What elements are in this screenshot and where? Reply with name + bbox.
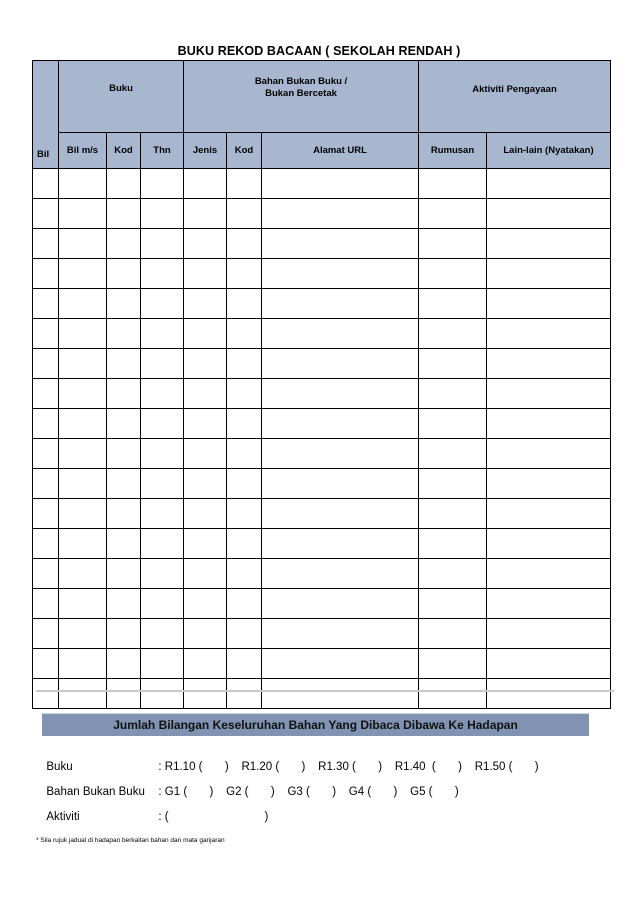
table-cell[interactable] [59,289,107,319]
table-cell[interactable] [419,529,487,559]
table-cell[interactable] [59,259,107,289]
table-cell[interactable] [107,679,141,709]
table-cell[interactable] [59,679,107,709]
page-title: BUKU REKOD BACAAN ( SEKOLAH RENDAH ) [177,44,461,58]
table-cell[interactable] [59,379,107,409]
subheader-cell: Alamat URL [262,133,419,169]
table-cell[interactable] [487,589,611,619]
table-cell[interactable] [227,589,262,619]
table-cell[interactable] [184,679,227,709]
footnote: * Sila rujuk jadual di hadapan berkaitan bahan dan mata ganjaran [36,837,225,844]
table-cell[interactable] [107,229,141,259]
table-cell[interactable] [487,349,611,379]
table-cell[interactable] [59,319,107,349]
table-cell[interactable] [141,649,184,679]
summary-aktiviti-line [40,799,268,823]
subheader-cell: Jenis [184,133,227,169]
table-cell[interactable] [227,409,262,439]
table-cell[interactable] [227,349,262,379]
table-cell[interactable] [227,199,262,229]
summary-banner: Jumlah Bilangan Keseluruhan Bahan Yang Dibaca Dibawa Ke Hadapan [42,713,589,736]
subheader-cell: Lain-lain (Nyatakan) [487,133,611,169]
table-cell[interactable] [419,619,487,649]
table-row [33,289,611,319]
table-cell[interactable] [59,349,107,379]
table-cell[interactable] [262,289,419,319]
table-cell[interactable] [262,619,419,649]
table-cell[interactable] [227,379,262,409]
table-cell[interactable] [184,199,227,229]
table-cell[interactable] [184,229,227,259]
table-cell[interactable] [33,229,59,259]
table-row [33,469,611,499]
table-cell[interactable] [227,679,262,709]
table-cell[interactable] [184,409,227,439]
table-cell[interactable] [141,469,184,499]
table-cell[interactable] [262,319,419,349]
subheader-cell: Bil m/s [59,133,107,169]
table-cell[interactable] [33,649,59,679]
table-cell[interactable] [262,499,419,529]
table-cell[interactable] [107,499,141,529]
table-cell[interactable] [107,439,141,469]
table-cell[interactable] [59,229,107,259]
table-cell[interactable] [487,199,611,229]
header-aktiviti-pengayaan: Aktiviti Pengayaan [419,61,611,133]
table-cell[interactable] [33,289,59,319]
summary-aktiviti-label: Aktiviti [46,811,80,823]
table-cell[interactable] [262,649,419,679]
table-cell[interactable] [487,229,611,259]
table-cell[interactable] [227,289,262,319]
table-cell[interactable] [487,559,611,589]
table-cell[interactable] [262,259,419,289]
table-cell[interactable] [419,379,487,409]
summary-bahan-label: Bahan Bukan Buku [46,786,145,798]
table-cell[interactable] [262,469,419,499]
table-cell[interactable] [419,289,487,319]
table-cell[interactable] [33,319,59,349]
table-cell[interactable] [419,589,487,619]
table-cell[interactable] [262,199,419,229]
table-cell[interactable] [487,469,611,499]
table-cell[interactable] [59,439,107,469]
table-cell[interactable] [33,469,59,499]
table-cell[interactable] [141,289,184,319]
summary-aktiviti-values: : ( ) [158,811,269,823]
table-row [33,679,611,709]
table-cell[interactable] [419,649,487,679]
table-cell[interactable] [107,289,141,319]
table-cell[interactable] [33,409,59,439]
header-bil: Bil [33,61,59,169]
table-cell[interactable] [487,679,611,709]
table-cell[interactable] [227,469,262,499]
reading-record-table [32,60,611,709]
subheader-cell: Rumusan [419,133,487,169]
table-cell[interactable] [184,259,227,289]
table-cell[interactable] [487,619,611,649]
table-cell[interactable] [184,289,227,319]
table-row [33,349,611,379]
table-cell[interactable] [33,589,59,619]
table-cell[interactable] [141,169,184,199]
table-cell[interactable] [59,199,107,229]
table-cell[interactable] [141,529,184,559]
table-cell[interactable] [487,529,611,559]
subheader-cell: Kod [227,133,262,169]
table-cell[interactable] [262,529,419,559]
table-cell[interactable] [141,679,184,709]
table-cell[interactable] [227,649,262,679]
table-cell[interactable] [227,559,262,589]
table-cell[interactable] [227,319,262,349]
table-cell[interactable] [487,439,611,469]
table-cell[interactable] [184,469,227,499]
table-cell[interactable] [487,409,611,439]
table-cell[interactable] [419,469,487,499]
table-cell[interactable] [262,439,419,469]
table-cell[interactable] [227,529,262,559]
table-cell[interactable] [33,169,59,199]
header-bahan-bukan-buku: Bahan Bukan Buku / Bukan Bercetak [184,61,419,133]
table-row [33,409,611,439]
table-row [33,499,611,529]
table-cell[interactable] [107,319,141,349]
table-cell[interactable] [262,169,419,199]
table-cell[interactable] [107,409,141,439]
table-cell[interactable] [227,619,262,649]
table-row [33,589,611,619]
table-cell[interactable] [107,199,141,229]
subheader-cell: Kod [107,133,141,169]
table-cell[interactable] [59,619,107,649]
table-cell[interactable] [141,589,184,619]
table-cell[interactable] [184,529,227,559]
table-cell[interactable] [262,409,419,439]
table-cell[interactable] [107,559,141,589]
table-cell[interactable] [262,349,419,379]
table-cell[interactable] [419,199,487,229]
table-cell[interactable] [141,259,184,289]
table-cell[interactable] [227,439,262,469]
table-row [33,379,611,409]
table-cell[interactable] [59,469,107,499]
table-row [33,319,611,349]
table-cell[interactable] [487,289,611,319]
table-cell[interactable] [33,349,59,379]
table-cell[interactable] [419,559,487,589]
table-cell[interactable] [141,439,184,469]
header-buku: Buku [59,61,184,133]
table-cell[interactable] [227,499,262,529]
summary-buku-line [40,749,539,773]
table-cell[interactable] [419,229,487,259]
table-cell[interactable] [59,589,107,619]
table-cell[interactable] [141,229,184,259]
table-row [33,259,611,289]
table-cell[interactable] [141,559,184,589]
table-cell[interactable] [33,619,59,649]
table-cell[interactable] [107,259,141,289]
table-cell[interactable] [184,379,227,409]
table-cell[interactable] [141,349,184,379]
table-cell[interactable] [419,679,487,709]
table-cell[interactable] [487,649,611,679]
table-cell[interactable] [59,169,107,199]
table-cell[interactable] [227,259,262,289]
subheader-cell: Thn [141,133,184,169]
table-cell[interactable] [487,379,611,409]
summary-buku-values: : R1.10 ( ) R1.20 ( ) R1.30 ( ) R1.40 ( ) R1.50 ( ) [158,761,539,773]
table-cell[interactable] [262,679,419,709]
summary-buku-label: Buku [46,761,73,773]
table-row [33,529,611,559]
table-cell[interactable] [107,529,141,559]
table-cell[interactable] [487,319,611,349]
table-cell[interactable] [487,259,611,289]
table-cell[interactable] [184,319,227,349]
table-cell[interactable] [141,199,184,229]
table-cell[interactable] [262,229,419,259]
table-cell[interactable] [419,319,487,349]
table-row [33,169,611,199]
table-row [33,559,611,589]
table-row [33,229,611,259]
table-cell[interactable] [184,349,227,379]
table-cell[interactable] [141,619,184,649]
table-cell[interactable] [33,529,59,559]
table-row [33,439,611,469]
table-cell[interactable] [419,439,487,469]
table-cell[interactable] [33,559,59,589]
table-cell[interactable] [419,499,487,529]
table-cell[interactable] [59,409,107,439]
table-cell[interactable] [227,169,262,199]
table-cell[interactable] [33,379,59,409]
table-cell[interactable] [141,379,184,409]
table-cell[interactable] [487,499,611,529]
table-cell[interactable] [59,649,107,679]
table-cell[interactable] [487,169,611,199]
table-cell[interactable] [33,679,59,709]
summary-bahan-line [40,774,459,798]
table-cell[interactable] [184,559,227,589]
table-cell[interactable] [184,589,227,619]
table-cell[interactable] [184,169,227,199]
table-cell[interactable] [184,439,227,469]
table-cell[interactable] [33,439,59,469]
table-cell[interactable] [227,229,262,259]
table-row [33,649,611,679]
table-cell[interactable] [184,619,227,649]
table-cell[interactable] [107,619,141,649]
table-cell[interactable] [59,559,107,589]
table-cell[interactable] [107,349,141,379]
table-cell[interactable] [184,649,227,679]
table-cell[interactable] [59,529,107,559]
table-shadow [36,690,614,692]
table-cell[interactable] [59,499,107,529]
table-cell[interactable] [33,259,59,289]
table-cell[interactable] [141,499,184,529]
table-cell[interactable] [262,379,419,409]
table-cell[interactable] [419,409,487,439]
table-cell[interactable] [419,349,487,379]
table-row [33,619,611,649]
table-cell[interactable] [107,469,141,499]
table-cell[interactable] [107,169,141,199]
table-cell[interactable] [107,379,141,409]
table-cell[interactable] [141,409,184,439]
table-cell[interactable] [419,259,487,289]
table-cell[interactable] [141,319,184,349]
summary-bahan-values: : G1 ( ) G2 ( ) G3 ( ) G4 ( ) G5 ( ) [158,786,459,798]
table-row [33,199,611,229]
table-cell[interactable] [107,649,141,679]
table-cell[interactable] [184,499,227,529]
table-cell[interactable] [262,559,419,589]
table-cell[interactable] [262,589,419,619]
table-cell[interactable] [33,199,59,229]
table-cell[interactable] [33,499,59,529]
table-cell[interactable] [107,589,141,619]
table-cell[interactable] [419,169,487,199]
